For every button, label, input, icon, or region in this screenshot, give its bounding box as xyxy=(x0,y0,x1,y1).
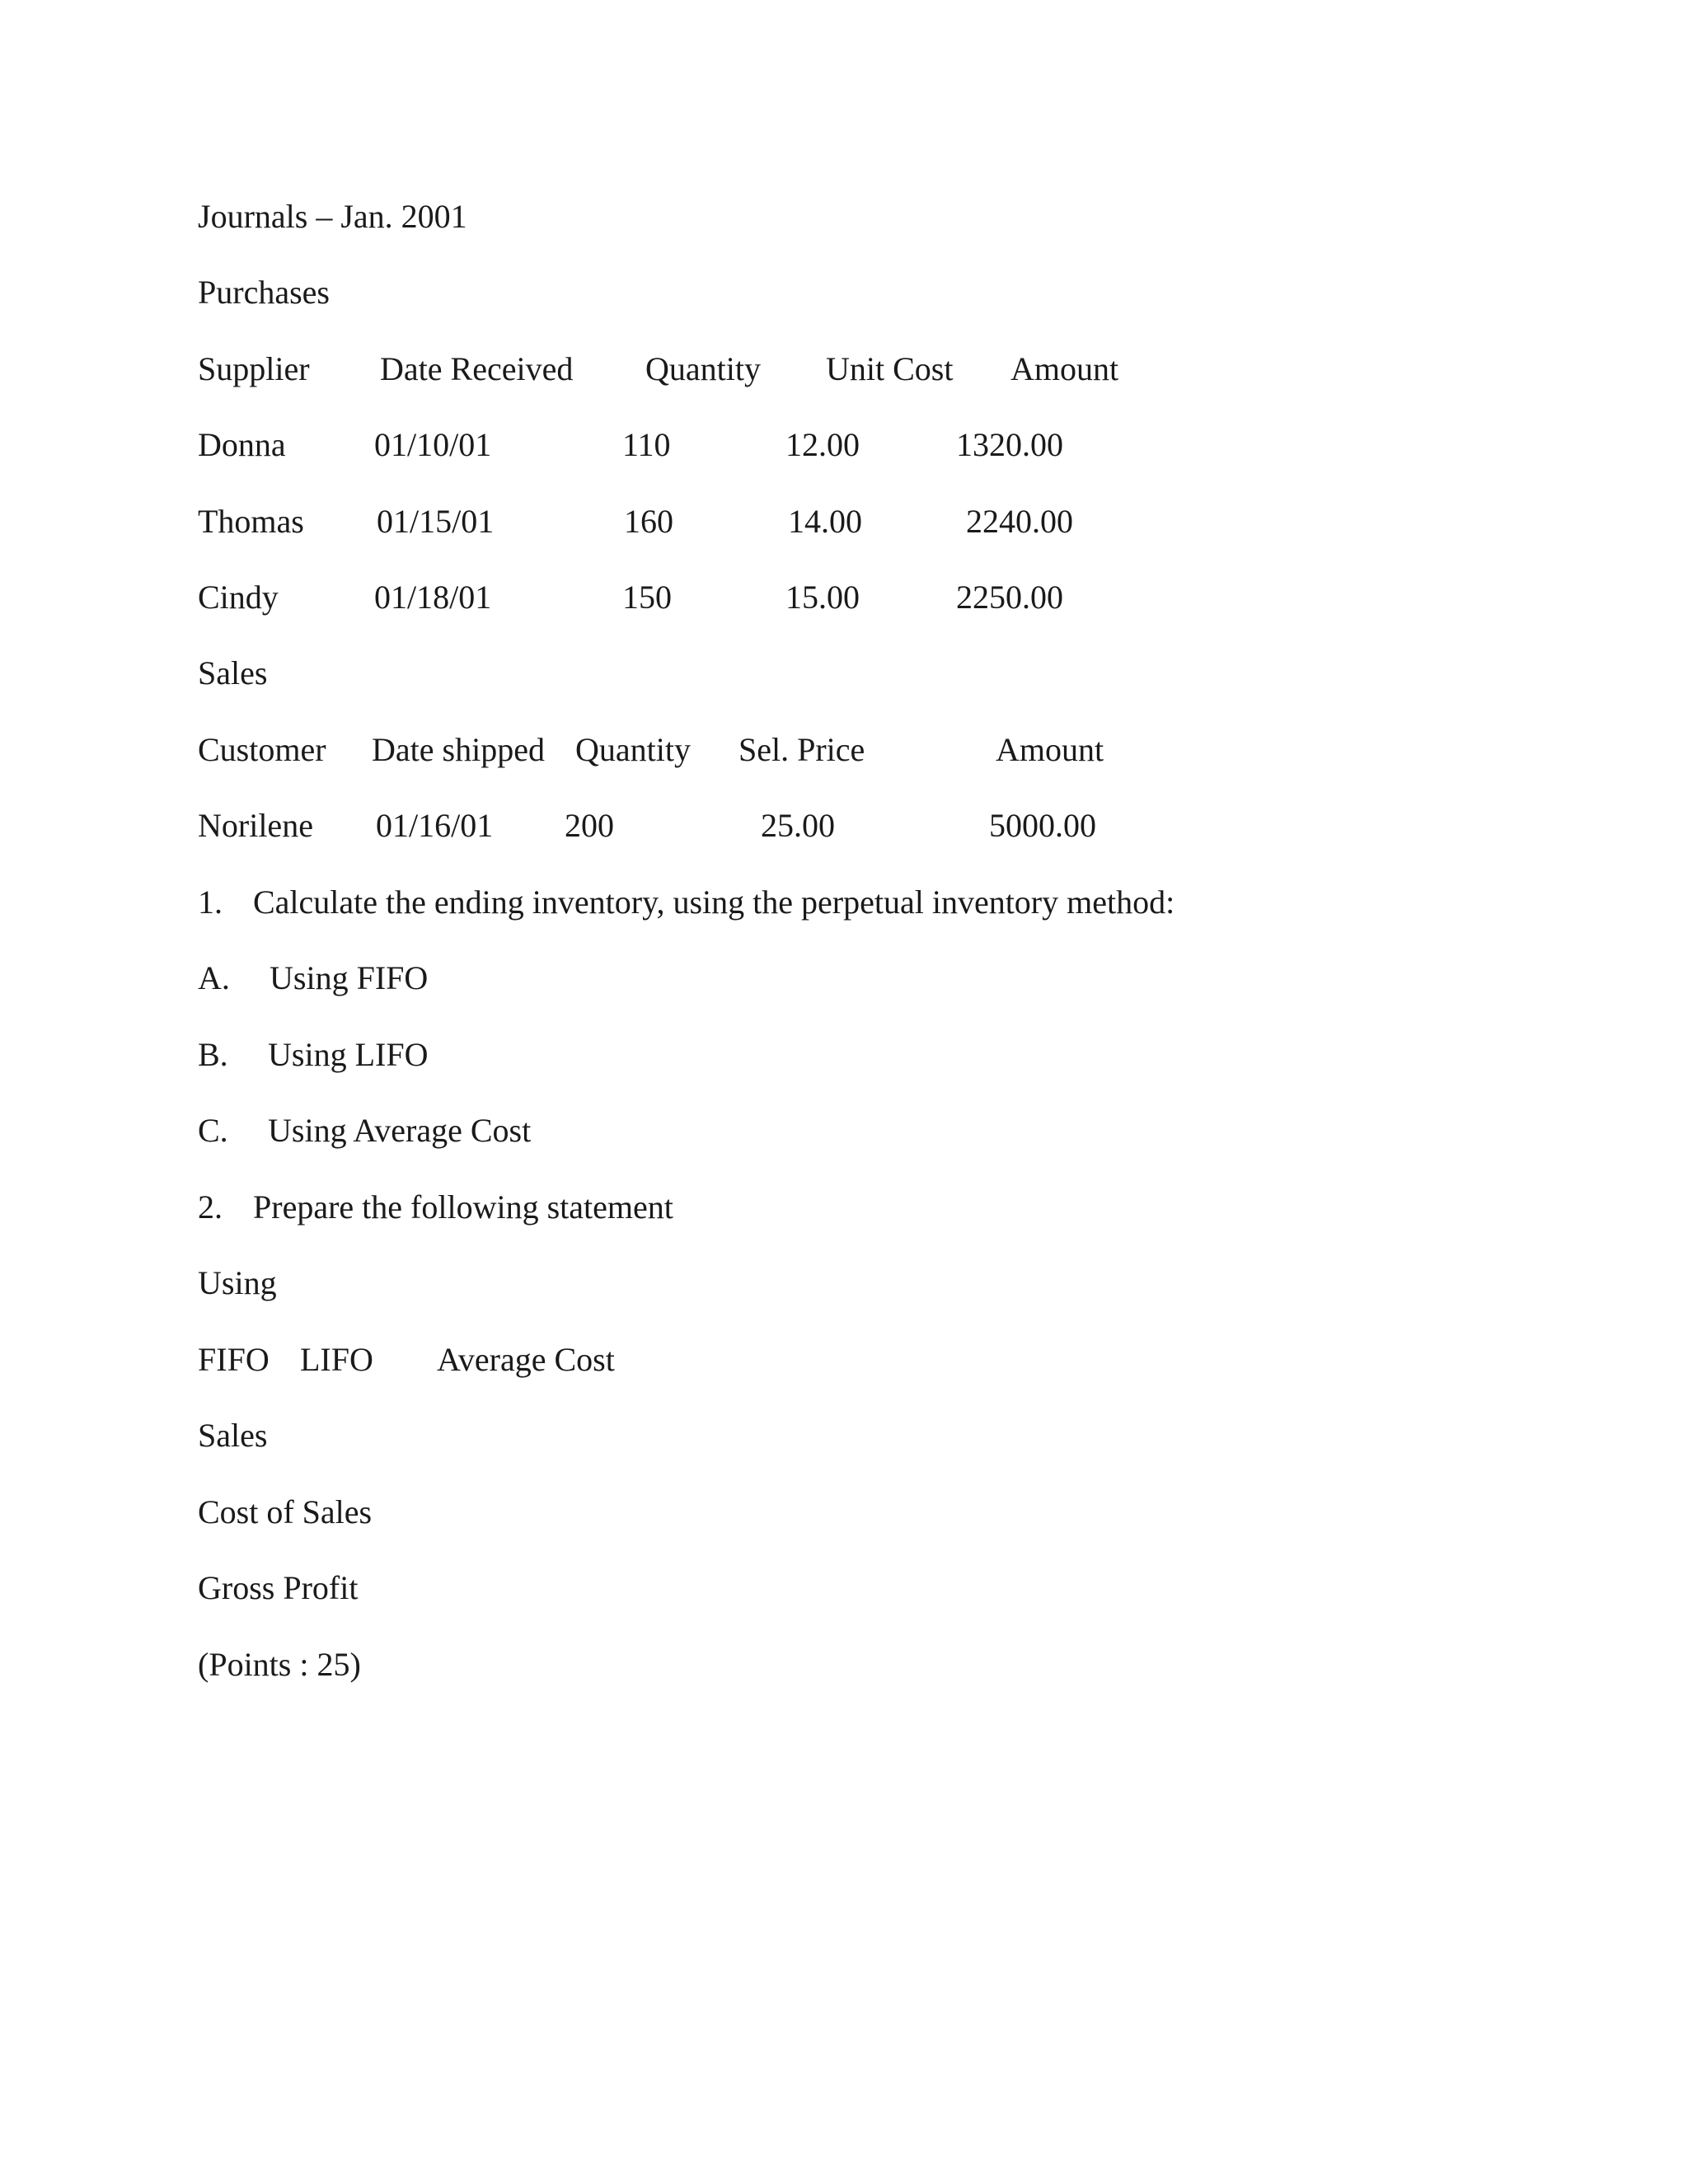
cell-unit-cost: 12.00 xyxy=(785,426,860,463)
option-letter: B. xyxy=(198,1036,228,1073)
question-text: Prepare the following statement xyxy=(253,1188,673,1226)
option-letter: C. xyxy=(198,1112,228,1149)
question-number: 2. xyxy=(198,1188,223,1226)
cell-amount: 5000.00 xyxy=(989,807,1096,844)
document-title: Journals – Jan. 2001 xyxy=(198,198,467,235)
using-label: Using xyxy=(198,1264,277,1301)
cell-date: 01/10/01 xyxy=(374,426,492,463)
cell-supplier: Donna xyxy=(198,426,286,463)
cell-quantity: 200 xyxy=(565,807,614,844)
column-header-customer: Customer xyxy=(198,731,326,768)
cell-amount: 2240.00 xyxy=(966,503,1073,540)
cell-date: 01/15/01 xyxy=(377,503,495,540)
cell-supplier: Thomas xyxy=(198,503,304,540)
option-text: Using LIFO xyxy=(268,1036,429,1073)
cell-unit-cost: 15.00 xyxy=(785,579,860,616)
cell-date: 01/18/01 xyxy=(374,579,492,616)
method-lifo: LIFO xyxy=(300,1341,373,1378)
cell-customer: Norilene xyxy=(198,807,313,844)
points-label: (Points : 25) xyxy=(198,1646,361,1683)
column-header-date-shipped: Date shipped xyxy=(372,731,545,768)
cell-supplier: Cindy xyxy=(198,579,279,616)
option-letter: A. xyxy=(198,959,230,996)
statement-line-cost-of-sales: Cost of Sales xyxy=(198,1493,373,1530)
method-average-cost: Average Cost xyxy=(437,1341,615,1378)
method-fifo: FIFO xyxy=(198,1341,270,1378)
option-text: Using FIFO xyxy=(270,959,429,996)
cell-quantity: 110 xyxy=(622,426,671,463)
column-header-date-received: Date Received xyxy=(380,350,574,387)
column-header-unit-cost: Unit Cost xyxy=(826,350,954,387)
column-header-amount: Amount xyxy=(1010,350,1119,387)
column-header-supplier: Supplier xyxy=(198,350,310,387)
question-text: Calculate the ending inventory, using the perpetual inventory method: xyxy=(253,883,1175,921)
sales-heading: Sales xyxy=(198,654,268,691)
column-header-sel-price: Sel. Price xyxy=(738,731,865,768)
column-header-amount: Amount xyxy=(996,731,1104,768)
cell-sel-price: 25.00 xyxy=(761,807,835,844)
cell-quantity: 150 xyxy=(622,579,672,616)
statement-line-gross-profit: Gross Profit xyxy=(198,1569,359,1606)
cell-amount: 2250.00 xyxy=(956,579,1063,616)
statement-line-sales: Sales xyxy=(198,1417,268,1454)
cell-amount: 1320.00 xyxy=(956,426,1063,463)
column-header-quantity: Quantity xyxy=(645,350,761,387)
column-header-quantity: Quantity xyxy=(575,731,691,768)
cell-unit-cost: 14.00 xyxy=(788,503,862,540)
question-number: 1. xyxy=(198,883,223,921)
option-text: Using Average Cost xyxy=(268,1112,532,1149)
cell-quantity: 160 xyxy=(624,503,673,540)
purchases-heading: Purchases xyxy=(198,274,330,311)
cell-date: 01/16/01 xyxy=(376,807,494,844)
